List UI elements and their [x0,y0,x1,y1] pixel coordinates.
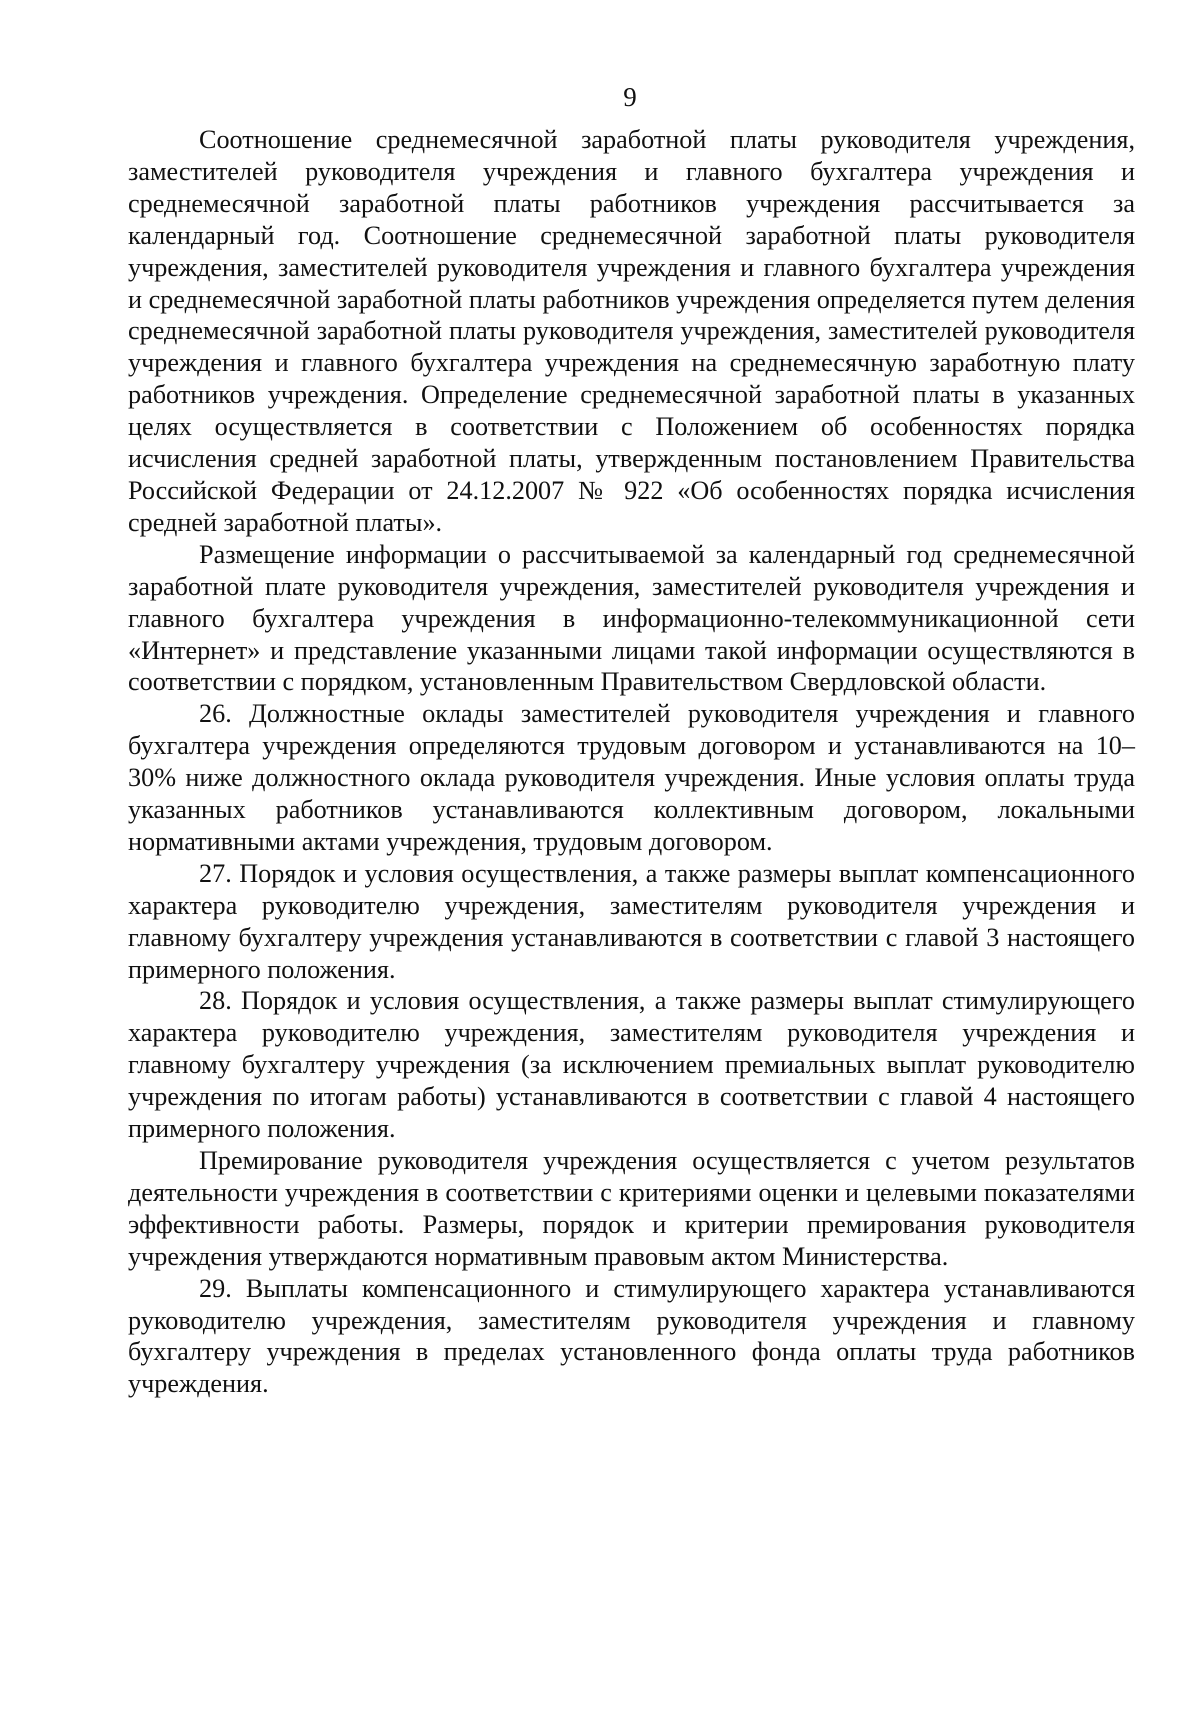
document-body [128,124,1135,1400]
paragraph-bonus-criteria: Премирование руководителя учреждения осуществляется с учетом результатов деятельности учреждения в соответствии с критериями оценки и целевыми показателями эффективности работы. Размеры, порядок и критерии премирования руководителя учреждения утверждаются нормативным правовым актом Министерства. [128,1146,1135,1271]
paragraph-29-payment-fund: 29. Выплаты компенсационного и стимулирующего характера устанавливаются руководителю учреждения, заместителям руководителя учреждения и главному бухгалтеру учреждения в пределах установленного фонда оплаты труда работников учреждения. [128,1273,1135,1399]
paragraph-salary-publication: Размещение информации о рассчитываемой за календарный год среднемесячной заработной плате руководителя учреждения, заместителей руководителя учреждения и главного бухгалтера учреждения в информационно-телекоммуникационной сети «Интернет» и представление указанными лицами такой информации осуществляются в соответствии с порядком, установленным Правительством Свердловской области. [128,539,1135,697]
paragraph-salary-ratio: Соотношение среднемесячной заработной платы руководителя учреждения, заместителей руководителя учреждения и главного бухгалтера учреждения и среднемесячной заработной платы работников учреждения рассчитывается за календарный год. Соотношение среднемесячной заработной платы руководителя учреждения, заместителей руководителя учреждения и главного бухгалтера учреждения и среднемесячной заработной платы работников учреждения определяется путем деления среднемесячной заработной платы руководителя учреждения, заместителей руководителя учреждения и главного бухгалтера учреждения на среднемесячную заработную плату работников учреждения. Определение среднемесячной заработной платы в указанных целях осуществляется в соответствии с Положением об особенностях порядка исчисления средней заработной платы, утвержденным постановлением Правительства Российской Федерации от 24.12.2007 № 922 «Об особенностях порядка исчисления средней заработной платы». [128,125,1135,537]
page-number: 9 [623,82,637,112]
paragraph-26-official-salaries: 26. Должностные оклады заместителей руководителя учреждения и главного бухгалтера учреждения определяются трудовым договором и устанавливаются на 10–30% ниже должностного оклада руководителя учреждения. Иные условия оплаты труда указанных работников устанавливаются коллективным договором, локальными нормативными актами учреждения, трудовым договором. [128,699,1135,856]
paragraph-28-incentive-payments: 28. Порядок и условия осуществления, а также размеры выплат стимулирующего характера руководителю учреждения, заместителям руководителя учреждения и главному бухгалтеру учреждения (за исключением премиальных выплат руководителю учреждения по итогам работы) устанавливаются в соответствии с главой 4 настоящего примерного положения. [128,986,1135,1144]
paragraph-27-compensation-payments: 27. Порядок и условия осуществления, а также размеры выплат компенсационного характера руководителю учреждения, заместителям руководителя учреждения и главному бухгалтеру учреждения устанавливаются в соответствии с главой 3 настоящего примерного положения. [128,858,1135,984]
